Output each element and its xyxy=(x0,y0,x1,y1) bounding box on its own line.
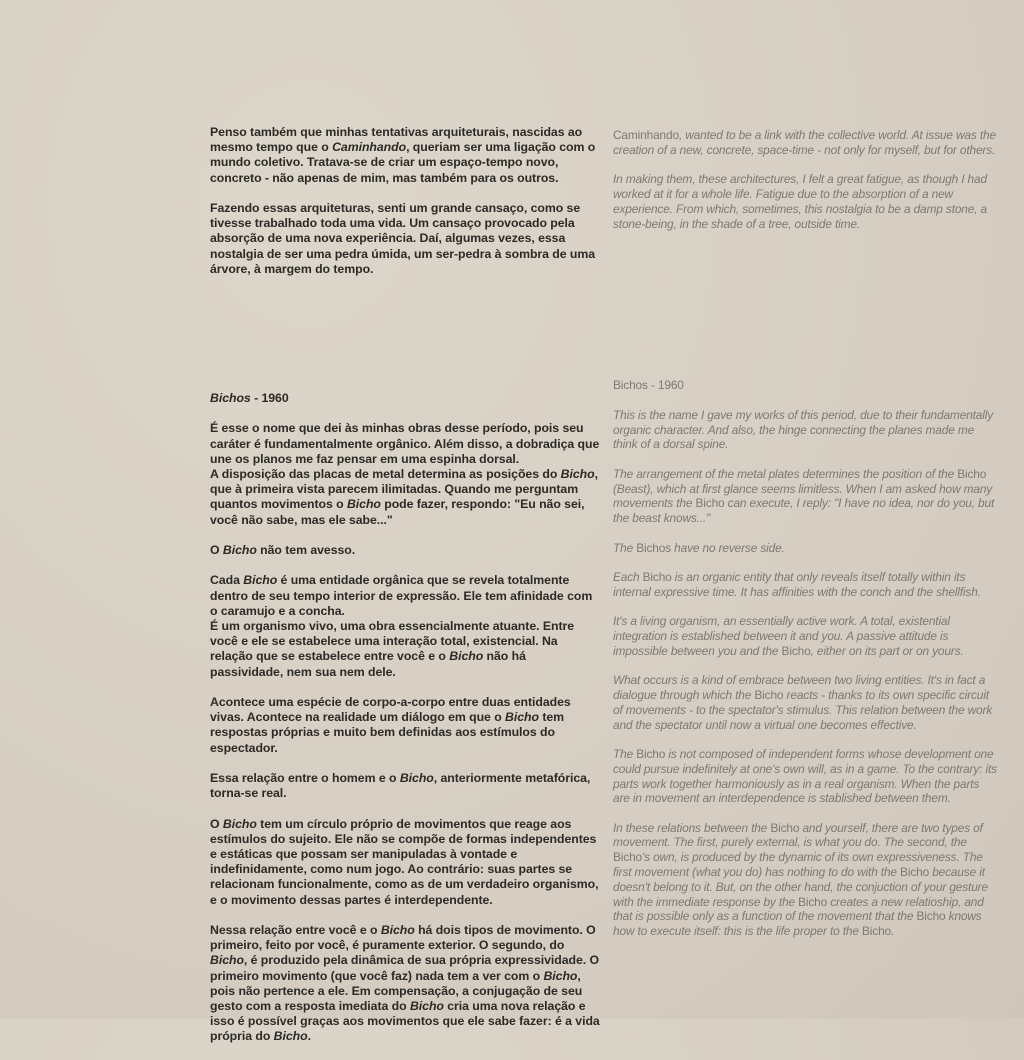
en-bichos-title: Bichos - 1960 xyxy=(613,378,684,392)
pt-intro-paragraph-2: Fazendo essas arquiteturas, senti um grande cansaço, como se tivesse trabalhado toda uma vida. Um cansaço provocado pela absorção de uma nova experiência. Daí, algumas vezes, essa nostalgia de ser uma pedra úmida, um ser-pedra à sombra de uma árvore, à margem do tempo. xyxy=(210,201,596,276)
pt-bichos-paragraph-7: Nessa relação entre você e o Bicho há dois tipos de movimento. O primeiro, feito por você, é puramente exterior. O segundo, do Bicho, é produzido pela dinâmica de sua própria expressividade. O primeiro movimento (que você faz) nada tem a ver com o Bicho, pois não pertence a ele. Em compensação, a conjugação de seu gesto com a resposta imediata do Bicho cria uma nova relação e isso é possível graças aos movimentos que ele sabe fazer: é a vida própria do Bicho. xyxy=(210,923,600,1044)
en-bichos-paragraph-5: It's a living organism, an essentially active work. A total, existential integration is established between it and you. A passive attitude is impossible between you and the Bicho, either on its part or on yours. xyxy=(613,614,964,658)
pt-bichos-paragraph-3: Cada Bicho é uma entidade orgânica que se revela totalmente dentro de seu tempo interior de expressão. Ele tem afinidade com o caramujo e a concha. É um organismo vivo, uma obra essencialmente atuante. Entre você e ele se estabelece uma interação total, existencial. Na relação que se estabelece entre você e o Bicho não há passividade, nem sua nem dele. xyxy=(210,573,593,679)
portuguese-bichos-section xyxy=(210,391,600,1060)
pt-bichos-title: Bichos - 1960 xyxy=(210,391,289,405)
pt-bichos-paragraph-2: O Bicho não tem avesso. xyxy=(210,543,356,557)
pt-bichos-paragraph-5: Essa relação entre o homem e o Bicho, anteriormente metafórica, torna-se real. xyxy=(210,771,591,801)
english-intro-text xyxy=(613,128,998,246)
pt-bichos-paragraph-6: O Bicho tem um círculo próprio de movimentos que reage aos estímulos do sujeito. Ele não se compõe de formas independentes e estáticas que possam ser manipuladas à vontade e indefinidamente, como num jogo. Ao contrário: suas partes se relacionam funcionalmente, como as de um verdadeiro organismo, e o movimento dessas partes é interdependente. xyxy=(210,816,599,907)
en-intro-paragraph-1: Caminhando, wanted to be a link with the collective world. At issue was the creation of a new, concrete, space-time - not only for myself, but for others. xyxy=(613,128,996,157)
en-bichos-paragraph-8: In these relations between the Bicho and yourself, there are two types of movement. The first, purely external, is what you do. The second, the Bicho's own, is produced by the dynamic of its own expressiveness. The first movement (what you do) has nothing to do with the Bicho because it doesn't belong to it. But, on the other hand, the conjuction of your gesture with the immediate response by the Bicho creates a new relatioship, and that is possible only as a function of the movement that the Bicho knows how to execute itself: this is the life proper to the Bicho. xyxy=(613,820,988,939)
en-bichos-paragraph-7: The Bicho is not composed of independent forms whose development one could pursue indefinitely at one's own will, as in a game. To the contrary: its parts work together harmoniously as in a real organism. When the parts are in movement an interdependence is stablished between them. xyxy=(613,746,997,806)
en-bichos-paragraph-4: Each Bicho is an organic entity that only reveals itself totally within its internal expressive time. It has affinities with the conch and the shellfish. xyxy=(613,569,981,599)
en-bichos-paragraph-3: The Bichos have no reverse side. xyxy=(613,540,785,555)
pt-intro-paragraph-1: Penso também que minhas tentativas arquiteturais, nascidas ao mesmo tempo que o Caminhando, queriam ser uma ligação com o mundo coletivo. Tratava-se de criar um espaço-tempo novo, concreto - não apenas de mim, mas também para os outros. xyxy=(210,125,596,185)
portuguese-intro-text xyxy=(210,125,600,292)
en-bichos-paragraph-1: This is the name I gave my works of this period, due to their fundamentally organic character. And also, the hinge connecting the planes made me think of a dorsal spine. xyxy=(613,407,994,452)
en-bichos-paragraph-2: The arrangement of the metal plates determines the position of the Bicho (Beast), which at first glance seems limitless. When I am asked how many movements the Bicho can execute, I reply: "I have no idea, nor do you, but the beast knows..." xyxy=(613,466,995,526)
pt-bichos-paragraph-4: Acontece uma espécie de corpo-a-corpo entre duas entidades vivas. Acontece na realidade um diálogo em que o Bicho tem respostas próprias e muito bem definidas aos estímulos do espectador. xyxy=(210,695,571,755)
en-intro-paragraph-2: In making them, these architectures, I felt a great fatigue, as though I had worked at it for a whole life. Fatigue due to the absorption of a new experience. From which, sometimes, this nostalgia to be a damp stone, a stone-being, in the shade of a tree, outside time. xyxy=(613,172,988,231)
en-bichos-paragraph-6: What occurs is a kind of embrace between two living entities. It's in fact a dialogue through which the Bicho reacts - thanks to its own specific circuit of movements - to the spectator's stimulus. This relation between the work and the spectator until now a virtual one becomes effective. xyxy=(613,673,993,732)
pt-bichos-paragraph-1: É esse o nome que dei às minhas obras desse período, pois seu caráter é fundamentalmente orgânico. Além disso, a dobradiça que une os planos me faz pensar em uma espinha dorsal. A disposição das placas de metal determina as posições do Bicho, que à primeira vista parecem ilimitadas. Quando me perguntam quantos movimentos o Bicho pode fazer, respondo: "Eu não sei, você não sabe, mas ele sabe..." xyxy=(210,421,600,527)
english-bichos-section xyxy=(613,378,998,954)
